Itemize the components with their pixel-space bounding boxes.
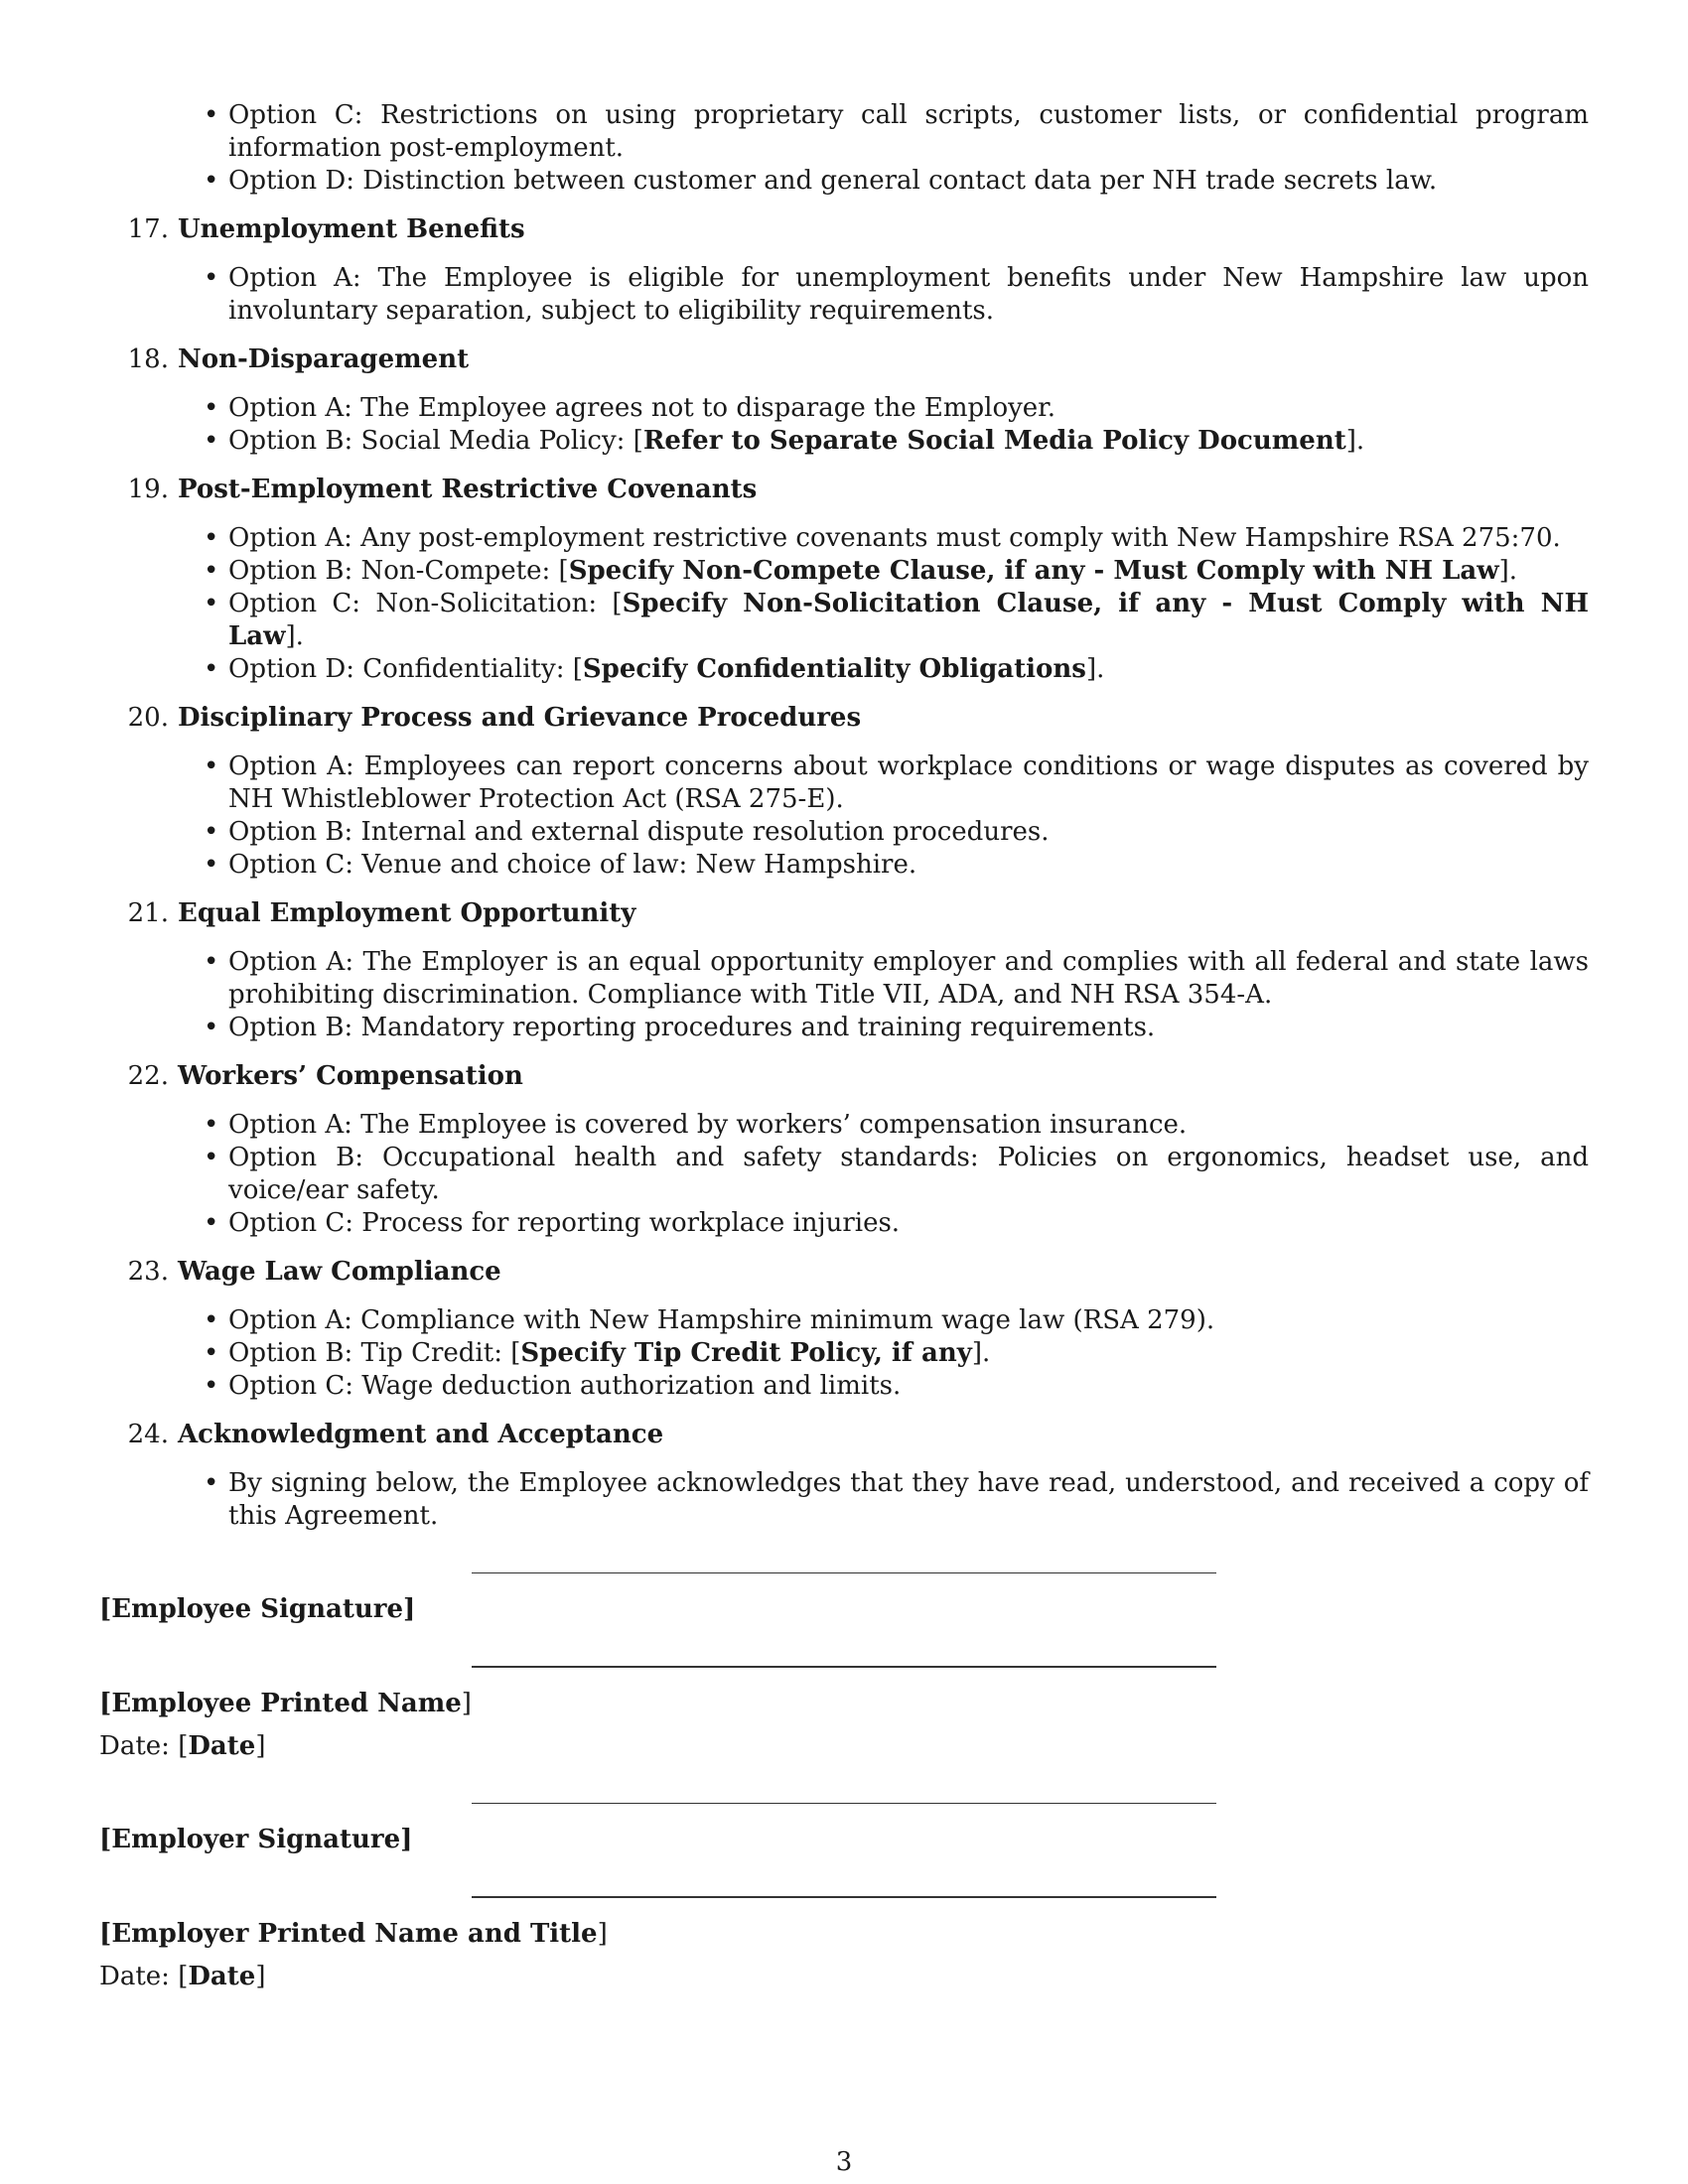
option-item: • Option B: Internal and external dispute resolution procedures. [228,816,1589,849]
section-number: 17. [127,214,169,244]
option-text: Option D: Confidentiality: [ [228,654,583,684]
option-suffix: ]. [1085,654,1105,684]
section-heading [99,702,1589,735]
section-title: Equal Employment Opportunity [178,898,636,928]
employee-signature-line[interactable] [472,1572,1216,1573]
section-17 [99,213,1589,328]
option-item: • Option A: Any post-employment restrictive covenants must comply with New Hampshire RSA 275:70. [228,522,1589,555]
section-title: Disciplinary Process and Grievance Procedures [178,703,862,733]
option-item: • Option A: Employees can report concerns about workplace conditions or wage disputes as covered by NH Whistleblower Protection Act (RSA 275-E). [228,751,1589,816]
option-item: • Option A: Compliance with New Hampshire minimum wage law (RSA 279). [228,1304,1589,1337]
option-suffix: ]. [285,621,304,651]
option-text: Option B: Non-Compete: [ [228,556,569,586]
section-title: Acknowledgment and Acceptance [178,1420,664,1449]
option-item [228,555,1589,588]
page-number: 3 [835,2147,853,2177]
placeholder-text: Specify Tip Credit Policy, if any [520,1338,972,1368]
employee-signature-label: [Employee Signature] [99,1594,416,1624]
section-number: 18. [127,344,169,374]
option-item: • Option C: Process for reporting workplace injuries. [228,1207,1589,1240]
bracket-open: [ [99,1919,112,1949]
page-content [99,99,1589,1993]
section-heading [99,897,1589,930]
employer-date-row [99,1961,1589,1993]
section-23 [99,1256,1589,1403]
employee-name-block [99,1666,1589,1763]
section-number: 22. [127,1061,169,1091]
option-item [228,653,1589,686]
section-number: 21. [127,898,169,928]
continued-option-c: • Option C: Restrictions on using proprietary call scripts, customer lists, or confidential program information post-employment. [228,99,1589,165]
employee-signature-block [99,1572,1589,1626]
options-list [228,946,1589,1044]
section-20 [99,702,1589,882]
continued-options-list [228,99,1589,198]
option-suffix: ]. [1498,556,1518,586]
employee-name-line[interactable] [472,1666,1216,1668]
section-number: 20. [127,703,169,733]
placeholder-text: Specify Non-Solicitation Clause, if any - Must Comply with NH Law [228,589,1590,651]
section-number: 19. [127,475,169,504]
section-19 [99,474,1589,686]
option-text: Option C: Non-Solicitation: [ [228,589,623,618]
section-number: 24. [127,1420,169,1449]
section-18 [99,343,1589,458]
option-item [228,425,1589,458]
section-heading [99,213,1589,246]
continued-option-d: • Option D: Distinction between customer and general contact data per NH trade secrets law. [228,165,1589,198]
section-22 [99,1060,1589,1240]
option-suffix: ]. [971,1338,991,1368]
option-item [228,1337,1589,1370]
section-heading [99,1419,1589,1451]
date-suffix: ] [255,1962,266,1991]
option-item: • Option A: The Employer is an equal opportunity employer and complies with all federal and state laws prohibiting discrimination. Compliance with Title VII, ADA, and NH RSA 354-A. [228,946,1589,1012]
employer-name-label-text: Employer Printed Name and Title [111,1919,598,1949]
options-list [228,392,1589,458]
option-item: • By signing below, the Employee acknowledges that they have read, understood, and received a copy of this Agreement. [228,1467,1589,1533]
option-text: Option B: Tip Credit: [ [228,1338,521,1368]
section-title: Workers’ Compensation [178,1061,523,1091]
options-list [228,522,1589,686]
section-title: Unemployment Benefits [178,214,525,244]
date-suffix: ] [255,1731,266,1761]
employer-signature-label: [Employer Signature] [99,1825,413,1854]
employer-name-label [99,1918,1589,1951]
signature-area [99,1572,1589,1993]
employee-name-label-text: Employee Printed Name [111,1689,462,1718]
option-item: • Option A: The Employee is covered by workers’ compensation insurance. [228,1109,1589,1142]
bracket-close: ] [597,1919,608,1949]
section-title: Wage Law Compliance [178,1257,501,1287]
employer-signature-line[interactable] [472,1803,1216,1804]
options-list [228,262,1589,328]
section-21 [99,897,1589,1044]
bracket-open: [ [99,1689,112,1718]
date-value: Date [188,1962,256,1991]
placeholder-text: Refer to Separate Social Media Policy Document [642,426,1346,456]
options-list [228,1304,1589,1403]
option-text: Option B: Social Media Policy: [ [228,426,643,456]
employer-name-line[interactable] [472,1896,1216,1898]
option-item: • Option C: Venue and choice of law: New Hampshire. [228,849,1589,882]
option-item: • Option B: Occupational health and safety standards: Policies on ergonomics, headset use, and voice/ear safety. [228,1142,1589,1207]
bracket-close: ] [461,1689,472,1718]
section-heading [99,1060,1589,1093]
section-heading [99,474,1589,506]
section-title: Non-Disparagement [178,344,470,374]
date-value: Date [188,1731,256,1761]
date-prefix: Date: [ [99,1731,189,1761]
option-item: • Option A: The Employee agrees not to disparage the Employer. [228,392,1589,425]
option-item [228,588,1589,653]
section-heading [99,1256,1589,1289]
option-item: • Option A: The Employee is eligible for unemployment benefits under New Hampshire law upon involuntary separation, subject to eligibility requirements. [228,262,1589,328]
section-number: 23. [127,1257,169,1287]
placeholder-text: Specify Confidentiality Obligations [582,654,1086,684]
options-list [228,1109,1589,1240]
section-24 [99,1419,1589,1533]
option-item: • Option B: Mandatory reporting procedures and training requirements. [228,1012,1589,1044]
employee-date-row [99,1730,1589,1763]
date-prefix: Date: [ [99,1962,189,1991]
options-list [228,1467,1589,1533]
placeholder-text: Specify Non-Compete Clause, if any - Must Comply with NH Law [568,556,1499,586]
section-title: Post-Employment Restrictive Covenants [178,475,758,504]
employer-signature-block [99,1803,1589,1856]
employee-name-label [99,1688,1589,1720]
option-item: • Option C: Wage deduction authorization and limits. [228,1370,1589,1403]
section-heading [99,343,1589,376]
options-list [228,751,1589,882]
employer-name-block [99,1896,1589,1993]
option-suffix: ]. [1345,426,1365,456]
